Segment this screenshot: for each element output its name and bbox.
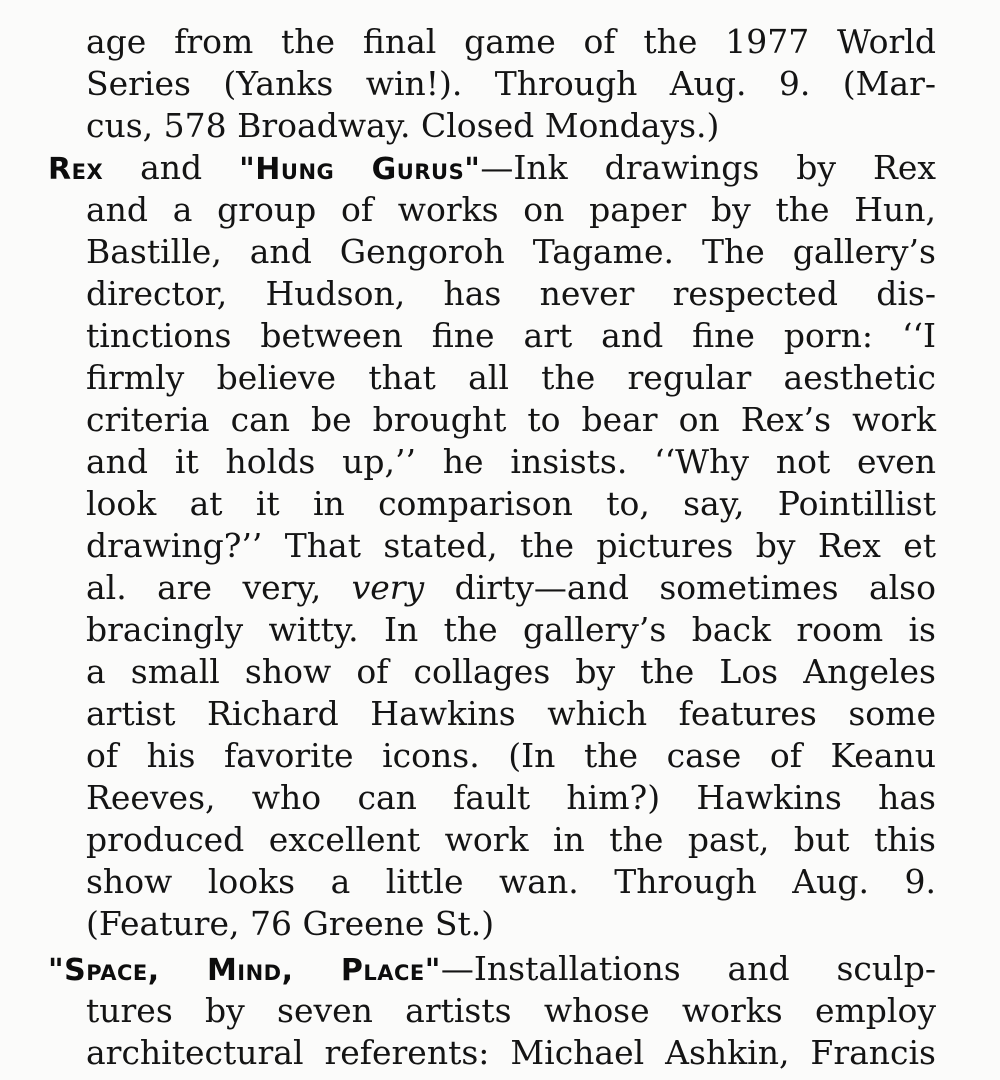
listing-heading-title: "Hung Gurus"	[239, 152, 481, 187]
text-line: and a group of works on paper by the Hun,	[86, 190, 936, 229]
text-line: tures by seven artists whose works employ	[86, 991, 936, 1030]
text-line: director, Hudson, has never respected dis-	[86, 274, 936, 313]
listing-heading-join: and	[103, 148, 240, 187]
text-line: age from the final game of the 1977 World	[86, 22, 936, 61]
listing-heading-name: Rex	[48, 152, 104, 187]
text-line: look at it in comparison to, say, Pointillist	[86, 484, 936, 523]
text-fragment: al. are very,	[86, 568, 352, 607]
text-line	[86, 567, 936, 609]
text-line: tinctions between fine art and fine porn: ‘‘I	[86, 316, 936, 355]
text-line: architectural referents: Michael Ashkin, Francis	[86, 1033, 936, 1072]
emphasis-text: very	[351, 568, 425, 607]
text-fragment: dirty—and sometimes also	[424, 568, 936, 607]
text-line: and it holds up,’’ he insists. ‘‘Why not even	[86, 442, 936, 481]
text-line: Bastille, and Gengoroh Tagame. The gallery’s	[86, 232, 936, 271]
text-line: artist Richard Hawkins which features some	[86, 694, 936, 733]
text-line: drawing?’’ That stated, the pictures by Rex et	[86, 526, 936, 565]
text-line: (Feature, 76 Greene St.)	[86, 904, 495, 943]
listing-heading-line	[48, 948, 936, 990]
listing-heading-line	[48, 147, 936, 189]
text-line: Reeves, who can fault him?) Hawkins has	[86, 778, 936, 817]
listing-text: —Installations and sculp-	[440, 949, 936, 988]
text-line: of his favorite icons. (In the case of Keanu	[86, 736, 936, 775]
listing-heading-title: "Space, Mind, Place"	[48, 953, 441, 988]
text-line: firmly believe that all the regular aesthetic	[86, 358, 936, 397]
text-line: show looks a little wan. Through Aug. 9.	[86, 862, 936, 901]
text-line: cus, 578 Broadway. Closed Mondays.)	[86, 106, 720, 145]
text-line: bracingly witty. In the gallery’s back room is	[86, 610, 936, 649]
text-line: Series (Yanks win!). Through Aug. 9. (Mar-	[86, 64, 936, 103]
text-line: produced excellent work in the past, but this	[86, 820, 936, 859]
text-line: criteria can be brought to bear on Rex’s work	[86, 400, 936, 439]
text-line: a small show of collages by the Los Angeles	[86, 652, 936, 691]
listing-text: —Ink drawings by Rex	[480, 148, 936, 187]
